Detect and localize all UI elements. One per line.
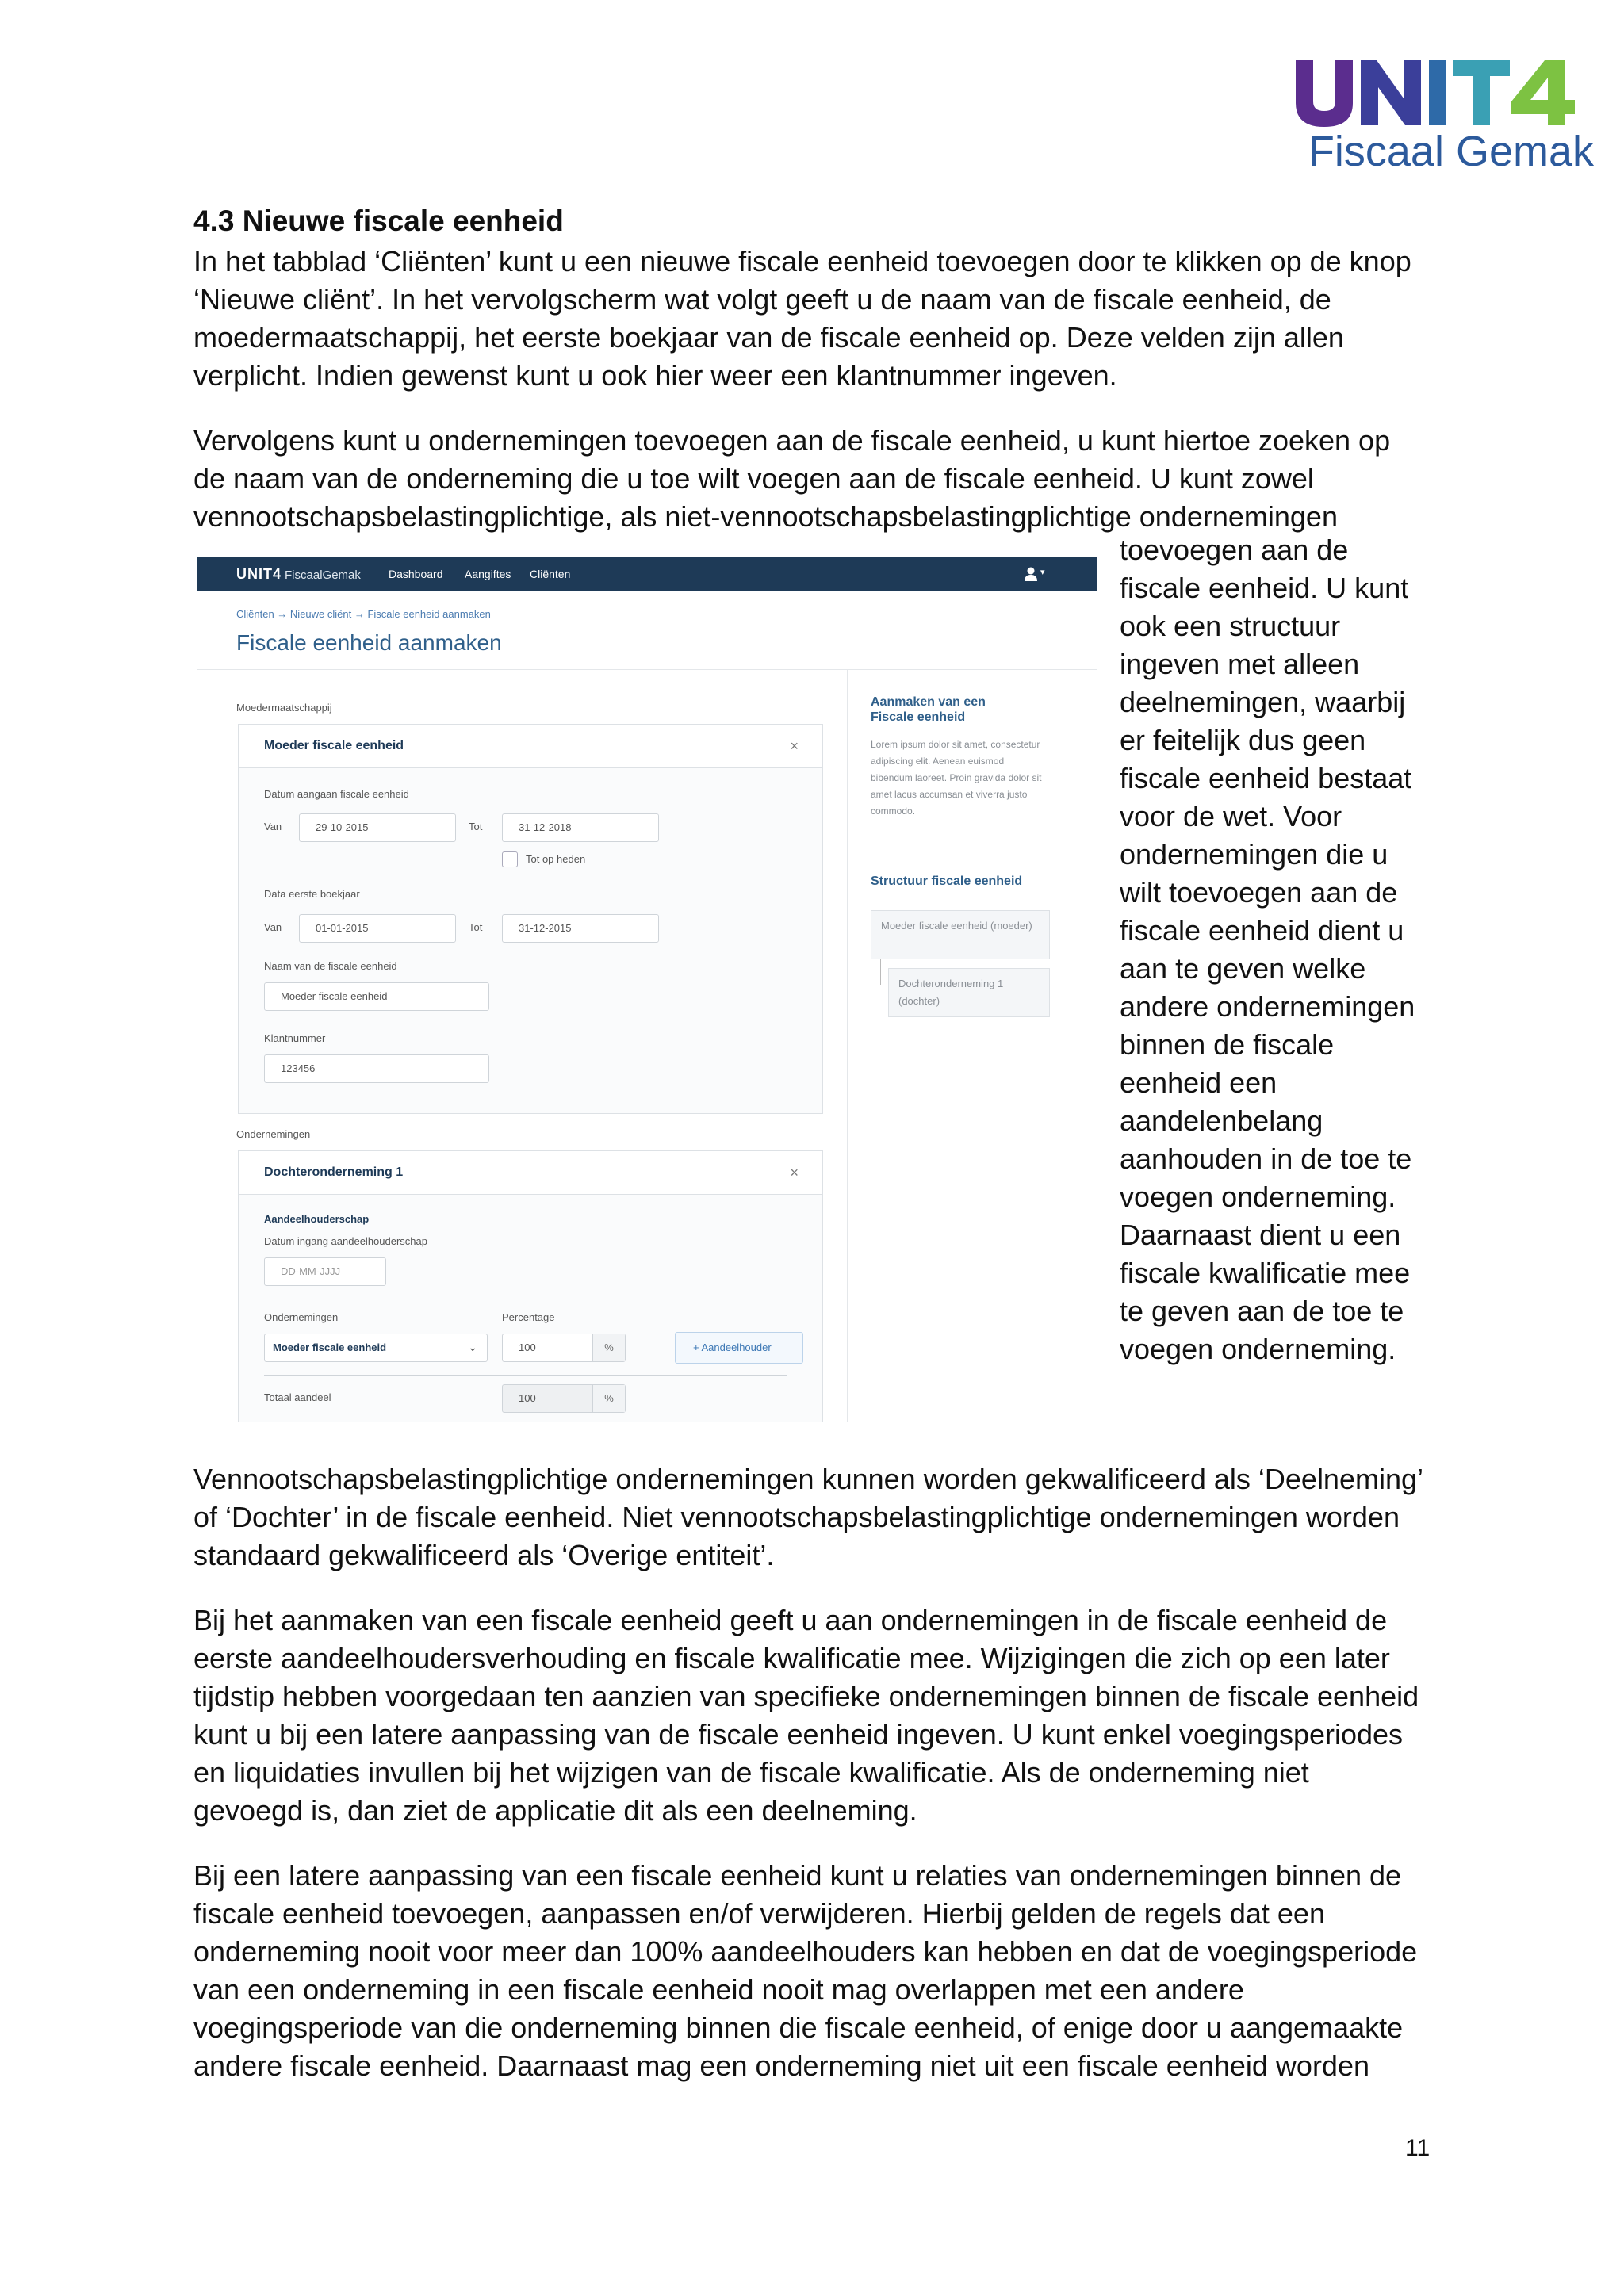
top-navbar — [197, 557, 1097, 591]
van-label: Van — [264, 921, 282, 933]
button-label: + Aandeelhouder — [693, 1341, 772, 1353]
text-line: fiscale eenheid dient u — [1120, 914, 1404, 947]
until-now-checkbox[interactable] — [502, 851, 518, 867]
structure-node-child[interactable]: Dochteronderneming 1 (dochter) — [888, 968, 1050, 1017]
nav-brand-sub: FiscaalGemak — [285, 568, 361, 582]
page-number: 11 — [1405, 2135, 1431, 2161]
text-line: ook een structuur — [1120, 610, 1341, 642]
close-icon[interactable]: × — [790, 738, 799, 754]
divider — [264, 1375, 787, 1376]
date-from-input[interactable] — [299, 813, 456, 842]
input-value: 01-01-2015 — [316, 922, 369, 934]
text-line: onderneming nooit voor meer dan 100% aandeelhouders kan hebben en dat de voegingsperiode — [193, 1935, 1418, 1968]
text-line: voegen onderneming. — [1120, 1333, 1396, 1365]
card-header — [239, 1151, 822, 1195]
text-line: Daarnaast dient u een — [1120, 1219, 1401, 1251]
product-name: Fiscaal Gemak — [1308, 128, 1594, 175]
client-number-label: Klantnummer — [264, 1032, 326, 1044]
paragraph-2-side — [1120, 531, 1415, 1368]
text-line: eerste aandeelhoudersverhouding en fiscale kwalificatie mee. Wijzigingen die zich op een later — [193, 1642, 1390, 1674]
text-line: vennootschapsbelastingplichtige, als niet-vennootschapsbelastingplichtige ondernemingen — [193, 500, 1338, 533]
text-line: verplicht. Indien gewenst kunt u ook hier weer een klantnummer ingeven. — [193, 359, 1117, 392]
input-value: 123456 — [281, 1062, 316, 1074]
chevron-down-icon: ⌄ — [468, 1341, 477, 1353]
app-screenshot — [197, 557, 1097, 1422]
text-line: ‘Nieuwe cliënt’. In het vervolgscherm wat volgt geeft u de naam van de fiscale eenheid, de — [193, 283, 1331, 316]
divider — [197, 669, 1097, 670]
total-percentage — [502, 1384, 626, 1413]
nav-item-aangiftes[interactable]: Aangiftes — [465, 568, 511, 580]
select-value: Moeder fiscale eenheid — [273, 1341, 387, 1353]
shareholding-date-label: Datum ingang aandeelhouderschap — [264, 1235, 427, 1247]
text-line: en liquidaties invullen bij het wijzigen van de fiscale kwalificatie. Als de onderneming niet — [193, 1756, 1309, 1789]
nav-item-clienten[interactable]: Cliënten — [530, 568, 571, 580]
card-title: Dochteronderneming 1 — [264, 1165, 404, 1179]
date-label: Datum aangaan fiscale eenheid — [264, 788, 409, 800]
text-line: of ‘Dochter’ in de fiscale eenheid. Niet vennootschapsbelastingplichtige ondernemingen worden — [193, 1501, 1400, 1533]
column-divider — [847, 670, 848, 1422]
paragraph-2 — [193, 422, 1390, 536]
shareholding-date-input[interactable] — [264, 1257, 386, 1286]
until-now-label: Tot op heden — [526, 853, 586, 865]
bookyear-from-input[interactable] — [299, 914, 456, 943]
companies-label: Ondernemingen — [264, 1311, 339, 1323]
text-line: andere fiscale eenheid. Daarnaast mag een onderneming niet uit een fiscale eenheid worden — [193, 2049, 1369, 2082]
text-line: toevoegen aan de — [1120, 534, 1349, 566]
input-value: 31-12-2018 — [519, 821, 572, 833]
total-value: 100 — [519, 1392, 536, 1404]
text-line: standaard gekwalificeerd als ‘Overige entiteit’. — [193, 1539, 775, 1571]
help-body: Lorem ipsum dolor sit amet, consectetur adipiscing elit. Aenean euismod bibendum laoreet. Proin gravida dolor sit amet lacus accumsan et viverra justo commodo. — [871, 739, 1042, 817]
child-company-card — [238, 1150, 823, 1422]
paragraph-3 — [193, 1460, 1423, 1575]
unit4-wordmark — [1293, 57, 1594, 128]
bookyear-to-input[interactable] — [502, 914, 659, 943]
text-line: fiscale eenheid toevoegen, aanpassen en/of verwijderen. Hierbij gelden de regels dat een — [193, 1897, 1325, 1930]
text-line: eenheid een — [1120, 1066, 1277, 1099]
input-value: 31-12-2015 — [519, 922, 572, 934]
shareholding-heading: Aandeelhouderschap — [264, 1213, 370, 1225]
percent-addon: % — [592, 1385, 625, 1412]
nav-item-dashboard[interactable]: Dashboard — [389, 568, 443, 580]
text-line: fiscale kwalificatie mee — [1120, 1257, 1411, 1289]
text-line: moedermaatschappij, het eerste boekjaar van de fiscale eenheid op. Deze velden zijn allen — [193, 321, 1344, 354]
tot-label: Tot — [469, 921, 483, 933]
text-line: er feitelijk dus geen — [1120, 724, 1366, 756]
section-label-companies: Ondernemingen — [236, 1128, 311, 1140]
user-caret: ▾ — [1040, 568, 1045, 577]
text-line: Bij het aanmaken van een fiscale eenheid geeft u aan ondernemingen in de fiscale eenheid de — [193, 1604, 1388, 1636]
text-line: binnen de fiscale — [1120, 1028, 1335, 1061]
nav-brand-mark: UNIT4 — [236, 566, 282, 582]
total-label: Totaal aandeel — [264, 1391, 331, 1403]
percent-addon: % — [592, 1334, 625, 1361]
text-line: Bij een latere aanpassing van een fiscale eenheid kunt u relaties van ondernemingen binnen de — [193, 1859, 1402, 1892]
page-title: Fiscale eenheid aanmaken — [236, 630, 502, 655]
paragraph-1 — [193, 243, 1411, 395]
paragraph-4 — [193, 1601, 1419, 1830]
name-label: Naam van de fiscale eenheid — [264, 960, 397, 972]
user-icon — [1025, 565, 1042, 583]
text-line: deelnemingen, waarbij — [1120, 686, 1406, 718]
percentage-input[interactable] — [502, 1334, 626, 1362]
text-line: ingeven met alleen — [1120, 648, 1360, 680]
text-line: aanhouden in de toe te — [1120, 1142, 1412, 1175]
help-title: Aanmaken van een Fiscale eenheid — [871, 695, 986, 724]
name-input[interactable] — [264, 982, 489, 1011]
company-select[interactable] — [264, 1334, 488, 1362]
text-line: aandelenbelang — [1120, 1104, 1323, 1137]
breadcrumb[interactable]: Cliënten → Nieuwe cliënt → Fiscale eenheid aanmaken — [236, 608, 491, 620]
bookyear-label: Data eerste boekjaar — [264, 888, 360, 900]
section-label-parent: Moedermaatschappij — [236, 702, 332, 714]
close-icon[interactable]: × — [790, 1165, 799, 1181]
structure-node-parent[interactable]: Moeder fiscale eenheid (moeder) — [871, 910, 1050, 959]
text-line: voegingsperiode van die onderneming binnen die fiscale eenheid, of enige door u aangemaakte — [193, 2011, 1404, 2044]
text-line: ondernemingen die u — [1120, 838, 1388, 871]
input-value: 100 — [519, 1341, 536, 1353]
date-to-input[interactable] — [502, 813, 659, 842]
text-line: kunt u bij een latere aanpassing van de fiscale eenheid ingeven. U kunt enkel voegingsperiodes — [193, 1718, 1404, 1751]
text-line: andere ondernemingen — [1120, 990, 1415, 1023]
text-line: wilt toevoegen aan de — [1120, 876, 1398, 909]
user-menu[interactable] — [1025, 565, 1045, 583]
van-label: Van — [264, 821, 282, 832]
tot-label: Tot — [469, 821, 483, 832]
section-heading: 4.3 Nieuwe fiscale eenheid — [193, 205, 564, 237]
card-header — [239, 725, 822, 768]
paragraph-5 — [193, 1857, 1417, 2085]
text-line: Vervolgens kunt u ondernemingen toevoegen aan de fiscale eenheid, u kunt hiertoe zoeken op — [193, 424, 1391, 457]
structure-title: Structuur fiscale eenheid — [871, 874, 1023, 888]
parent-company-card — [238, 724, 823, 1114]
text-line: tijdstip hebben voorgedaan ten aanzien van specifieke ondernemingen binnen de fiscale eenheid — [193, 1680, 1419, 1712]
text-line: In het tabblad ‘Cliënten’ kunt u een nieuwe fiscale eenheid toevoegen door te klikken op de knop — [193, 245, 1411, 277]
text-line: fiscale eenheid. U kunt — [1120, 572, 1409, 604]
text-line: Vennootschapsbelastingplichtige ondernemingen kunnen worden gekwalificeerd als ‘Deelneming’ — [193, 1463, 1424, 1495]
unit4-logo — [1293, 57, 1594, 184]
nav-brand[interactable] — [236, 566, 361, 583]
text-line: aan te geven welke — [1120, 952, 1366, 985]
text-line: gevoegd is, dan ziet de applicatie dit als een deelneming. — [193, 1794, 917, 1827]
text-line: de naam van de onderneming die u toe wilt voegen aan de fiscale eenheid. U kunt zowel — [193, 462, 1314, 495]
client-number-input[interactable] — [264, 1054, 489, 1083]
input-value: Moeder fiscale eenheid — [281, 990, 388, 1002]
card-title: Moeder fiscale eenheid — [264, 739, 404, 752]
text-line: voegen onderneming. — [1120, 1181, 1396, 1213]
text-line: van een onderneming in een fiscale eenheid nooit mag overlappen met een andere — [193, 1973, 1244, 2006]
add-shareholder-button[interactable] — [675, 1332, 803, 1364]
input-value: 29-10-2015 — [316, 821, 369, 833]
input-placeholder: DD-MM-JJJJ — [281, 1265, 341, 1277]
text-line: voor de wet. Voor — [1120, 800, 1342, 832]
percentage-label: Percentage — [502, 1311, 555, 1323]
text-line: te geven aan de toe te — [1120, 1295, 1404, 1327]
text-line: fiscale eenheid bestaat — [1120, 762, 1412, 794]
